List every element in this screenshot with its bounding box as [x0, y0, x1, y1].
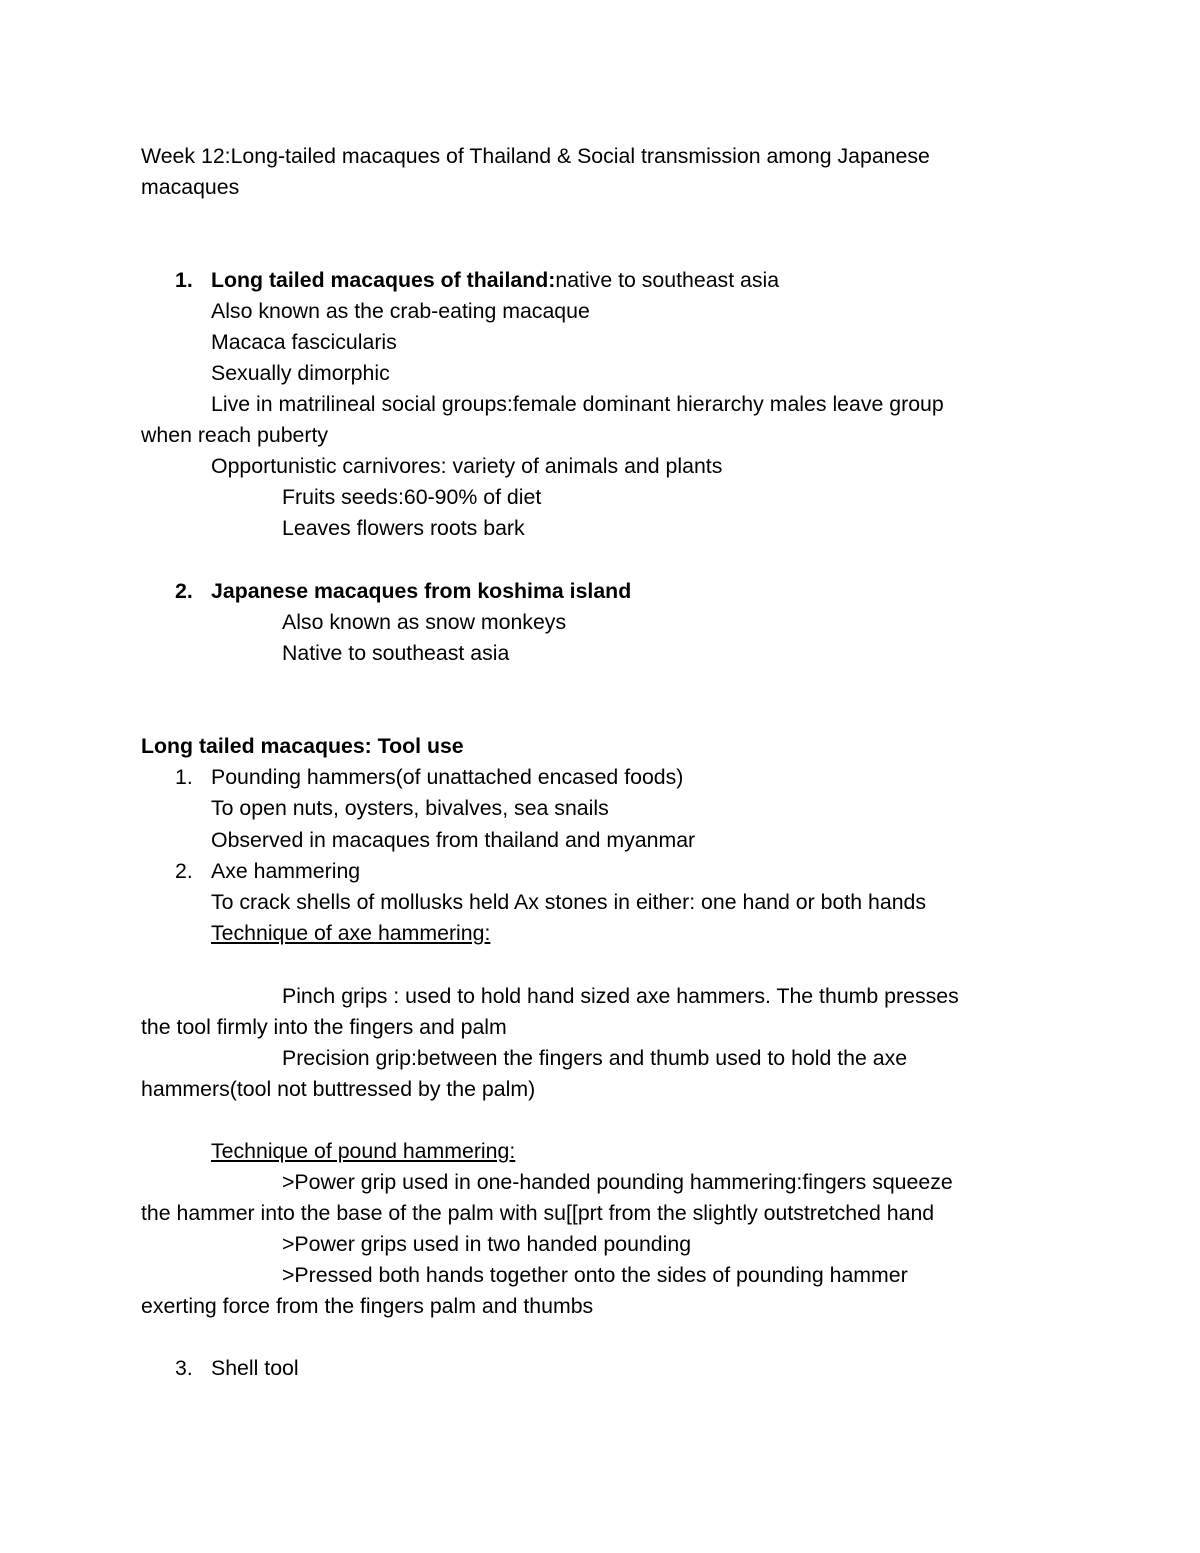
list-sub-detail-line: Fruits seeds:60-90% of diet [282, 485, 542, 509]
list-detail-line: Observed in macaques from thailand and myanmar [211, 828, 696, 852]
technique-heading: Technique of axe hammering: [211, 921, 491, 945]
technique-heading: Technique of pound hammering: [211, 1139, 516, 1163]
list-item-line [211, 265, 779, 296]
document-title-line-1: Week 12:Long-tailed macaques of Thailand & Social transmission among Japanese [141, 144, 930, 168]
list-item-text: Axe hammering [211, 859, 361, 883]
list-number: 1. [175, 268, 193, 292]
list-number: 2. [175, 859, 193, 883]
list-sub-detail-line: Leaves flowers roots bark [282, 516, 525, 540]
technique-line: Pinch grips : used to hold hand sized axe hammers. The thumb presses [282, 984, 959, 1008]
list-item-text: native to southeast asia [555, 268, 780, 292]
technique-line: exerting force from the fingers palm and thumbs [141, 1294, 594, 1318]
technique-line: >Pressed both hands together onto the sides of pounding hammer [282, 1263, 908, 1287]
technique-line: the tool firmly into the fingers and palm [141, 1015, 507, 1039]
list-detail-line: Live in matrilineal social groups:female dominant hierarchy males leave group [211, 392, 944, 416]
technique-line: Precision grip:between the fingers and thumb used to hold the axe [282, 1046, 908, 1070]
technique-line: >Power grips used in two handed pounding [282, 1232, 692, 1256]
list-number: 1. [175, 765, 193, 789]
list-detail-line: Opportunistic carnivores: variety of animals and plants [211, 454, 723, 478]
list-detail-line: Also known as the crab-eating macaque [211, 299, 590, 323]
section-heading: Long tailed macaques: Tool use [141, 734, 464, 758]
list-number: 2. [175, 579, 193, 603]
list-item-heading: Long tailed macaques of thailand: [211, 268, 556, 292]
document-title-line-2: macaques [141, 175, 240, 199]
list-detail-line: when reach puberty [141, 423, 329, 447]
list-item-text: Pounding hammers(of unattached encased foods) [211, 765, 684, 789]
technique-line: hammers(tool not buttressed by the palm) [141, 1077, 536, 1101]
list-number: 3. [175, 1356, 193, 1380]
list-sub-detail-line: Native to southeast asia [282, 641, 510, 665]
technique-line: the hammer into the base of the palm with su[[prt from the slightly outstretched hand [141, 1201, 935, 1225]
list-detail-line: Macaca fascicularis [211, 330, 397, 354]
list-item-text: Shell tool [211, 1356, 299, 1380]
list-detail-line: To crack shells of mollusks held Ax stones in either: one hand or both hands [211, 890, 927, 914]
list-item-heading: Japanese macaques from koshima island [211, 579, 632, 603]
list-sub-detail-line: Also known as snow monkeys [282, 610, 567, 634]
list-detail-line: To open nuts, oysters, bivalves, sea snails [211, 796, 609, 820]
list-detail-line: Sexually dimorphic [211, 361, 390, 385]
technique-line: >Power grip used in one-handed pounding hammering:fingers squeeze [282, 1170, 953, 1194]
